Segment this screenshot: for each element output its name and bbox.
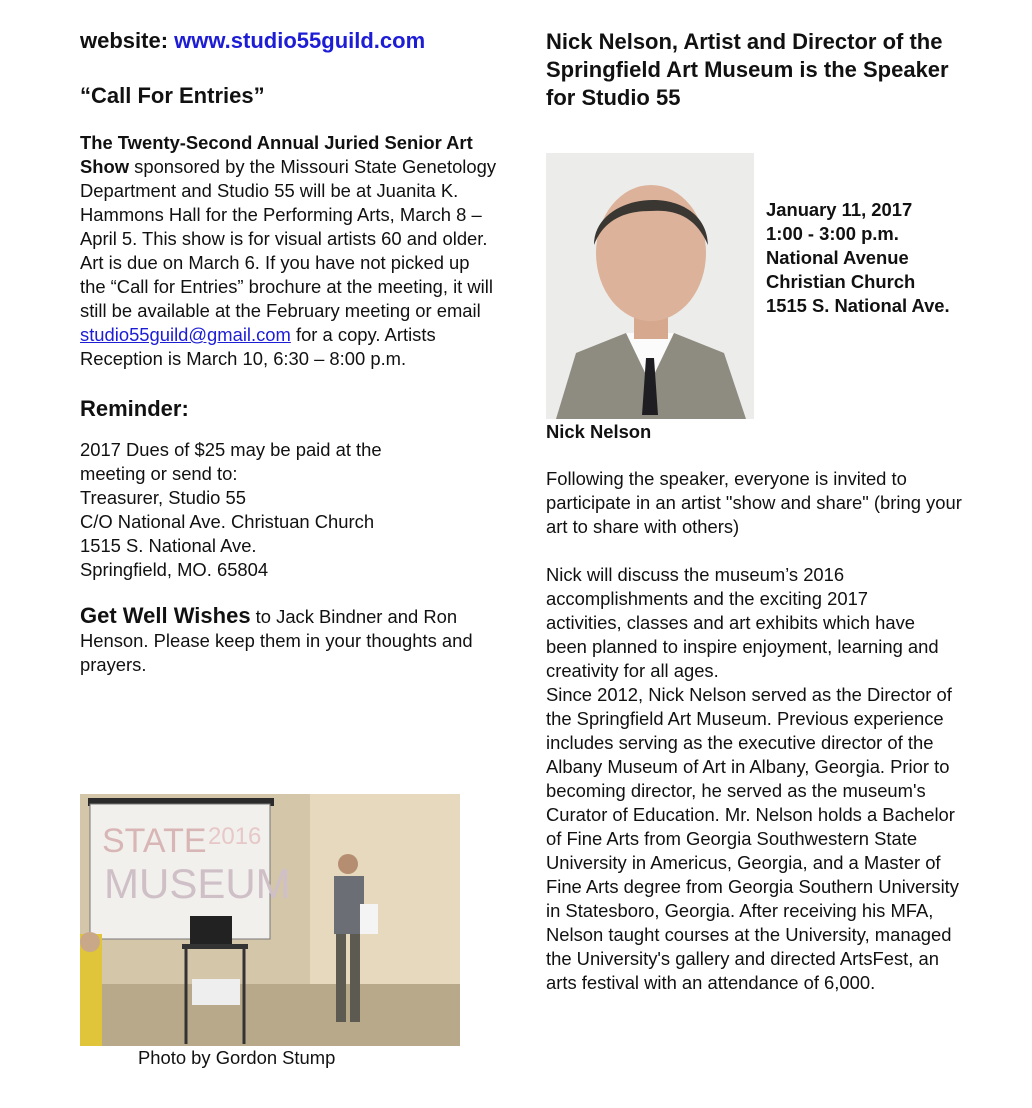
speaker-portrait	[546, 153, 754, 419]
dues-block	[80, 438, 510, 582]
dues-line: C/O National Ave. Christuan Church	[80, 511, 375, 532]
photo-caption: Photo by Gordon Stump	[138, 1047, 336, 1068]
event-line: Christian Church	[766, 271, 916, 292]
event-line: 1:00 - 3:00 p.m.	[766, 223, 899, 244]
get-well-paragraph	[80, 604, 480, 677]
website-label: website:	[80, 28, 169, 53]
event-line: 1515 S. National Ave.	[766, 295, 950, 316]
dues-line: Treasurer, Studio 55	[80, 487, 246, 508]
meeting-photo	[80, 794, 460, 1046]
dues-line: Springfield, MO. 65804	[80, 559, 269, 580]
show-title: The Twenty-Second Annual Juried Senior Art Show	[80, 132, 473, 177]
event-details	[766, 198, 950, 318]
dues-line: 2017 Dues of $25 may be paid at the	[80, 439, 382, 460]
left-column	[80, 28, 510, 677]
portrait-illustration	[546, 153, 754, 419]
website-link[interactable]: www.studio55guild.com	[174, 28, 426, 53]
show-and-share-paragraph: Following the speaker, everyone is invited to participate in an artist "show and share" (bring your art to share with others)	[546, 468, 962, 537]
email-link[interactable]: studio55guild@gmail.com	[80, 324, 291, 345]
show-text: sponsored by the Missouri State Genetology Department and Studio 55 will be at Juanita K. Hammons Hall for the Performing Arts, March 8 – April 5. This show is for visual artists 60 and older. Art is due on March 6. If you have not picked up the “Call for Entries” brochure at the meeting, it will still be available at the February meeting or email	[80, 156, 497, 321]
screen-word-state: STATE	[102, 822, 207, 860]
meeting-photo-illustration	[80, 794, 460, 1046]
show-text-2: for a copy. Artists Reception is March 10, 6:30 – 8:00 p.m.	[80, 324, 436, 369]
right-column	[546, 28, 986, 112]
dues-line: meeting or send to:	[80, 463, 238, 484]
screen-word-museum: MUSEUM	[104, 860, 291, 907]
show-paragraph	[80, 131, 500, 371]
museum-discussion-paragraph: Nick will discuss the museum’s 2016 accomplishments and the exciting 2017 activities, classes and art exhibits which have been planned to inspire enjoyment, learning and creativity for all ages.	[546, 564, 939, 681]
portrait-caption: Nick Nelson	[546, 421, 652, 442]
event-line: National Avenue	[766, 247, 909, 268]
get-well-title: Get Well Wishes	[80, 603, 251, 628]
event-line: January 11, 2017	[766, 199, 913, 220]
speaker-headline: Nick Nelson, Artist and Director of the Springfield Art Museum is the Speaker for Studio 55	[546, 29, 949, 110]
reminder-title: Reminder:	[80, 396, 189, 421]
screen-word-year: 2016	[208, 823, 262, 850]
biography-paragraph: Since 2012, Nick Nelson served as the Director of the Springfield Art Museum. Previous experience includes serving as the executive director of the Albany Museum of Art in Albany, Georgia. Prior to becoming director, he served as the museum's Curator of Education. Mr. Nelson holds a Bachelor of Fine Arts from Georgia Southwestern State University in Americus, Georgia, and a Master of Fine Arts degree from Georgia Southern University in Statesboro, Georgia. After receiving his MFA, Nelson taught courses at the University, managed the University's gallery and directed ArtsFest, an arts festival with an attendance of 6,000.	[546, 684, 959, 993]
get-well-text: to Jack Bindner and Ron Henson. Please keep them in your thoughts and prayers.	[80, 606, 473, 675]
dues-line: 1515 S. National Ave.	[80, 535, 257, 556]
call-for-entries-title: “Call For Entries”	[80, 83, 265, 108]
website-line	[80, 28, 510, 54]
